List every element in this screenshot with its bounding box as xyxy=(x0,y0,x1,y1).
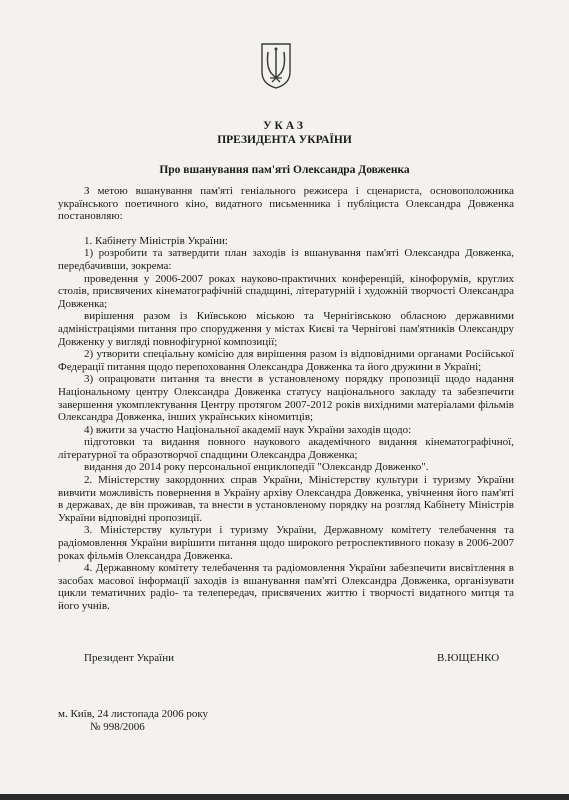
clause-paragraph: підготовки та видання повного наукового академічного видання кінематографічної, літературної та образотворчої спадщини Олександра Довженка; xyxy=(58,436,514,461)
decree-subject: Про вшанування пам'яті Олександра Довженка xyxy=(159,164,410,176)
clause-paragraph: вирішення разом із Київською міською та Чернігівською обласною державними адміністраціями питання про спорудження у містах Києві та Чернігові пам'ятників Олександру Довженку у вигляді повнофігурної композиції; xyxy=(58,310,514,348)
clause-paragraph: 4. Державному комітету телебачення та радіомовлення України забезпечити висвітлення в засобах масової інформації заходів із вшанування пам'яті Олександра Довженка, організувати цикли тематичних радіо- та телепередач, присвячених життю і творчості видатного митця та його учнів. xyxy=(58,562,514,612)
clause-paragraph: 2. Міністерству закордонних справ України, Міністерству культури і туризму України вивчити можливість повернення в Україну архіву Олександра Довженка, увічнення його пам'яті в державах, де він проживав, та внести в установленому порядку на розгляд Кабінету Міністрів України відповідні пропозиції. xyxy=(58,474,514,524)
clause-paragraph: 1. Кабінету Міністрів України: xyxy=(84,234,228,247)
decree-title: УКАЗ xyxy=(263,120,306,132)
clause-paragraph: 4) вжити за участю Національної академії наук України заходів щодо: xyxy=(84,423,412,436)
clause-paragraph: проведення у 2006-2007 роках науково-практичних конференцій, кінофорумів, круглих столів, присвячених кінематографічній спадщині, літературній і художній творчості Олександра Довженка; xyxy=(58,272,514,310)
clause-paragraph: 3) опрацювати питання та внести в установленому порядку пропозиції щодо надання Національному центру Олександра Довженка статусу національного закладу та забезпечити завершення укомплектування Центру протягом 2007-2012 років вихідними матеріалами фільмів Олександра Довженка, інших українських кіномитців; xyxy=(58,373,514,424)
decree-issuer: ПРЕЗИДЕНТА УКРАЇНИ xyxy=(217,134,352,146)
clause-paragraph: 1) розробити та затвердити план заходів із вшанування пам'яті Олександра Довженка, передбачивши, зокрема: xyxy=(58,247,514,272)
clause-paragraph: 3. Міністерству культури і туризму України, Державному комітету телебачення та радіомовлення України вирішити питання щодо широкого ретроспективного показу в 2006-2007 роках фільмів Олександра Довженка. xyxy=(58,524,514,562)
place-date: м. Київ, 24 листопада 2006 року xyxy=(58,708,209,720)
preamble-paragraph: З метою вшанування пам'яті геніального режисера і сценариста, основоположника українського поетичного кіно, видатного письменника і публіциста Олександра Довженка постановляю: xyxy=(58,185,514,223)
decree-number: № 998/2006 xyxy=(90,721,145,733)
trident-coat-of-arms-icon xyxy=(260,42,292,90)
scan-edge xyxy=(0,794,569,800)
signatory-name: В.ЮЩЕНКО xyxy=(437,652,500,664)
signatory-position: Президент України xyxy=(84,652,174,664)
clause-paragraph: 2) утворити спеціальну комісію для вирішення разом із відповідними органами Російської Федерації питання щодо перепоховання Олександра Довженка та його дружини в Україні; xyxy=(58,348,514,373)
clause-paragraph: видання до 2014 року персональної енциклопедії "Олександр Довженко". xyxy=(84,461,429,474)
decree-body xyxy=(58,185,514,613)
